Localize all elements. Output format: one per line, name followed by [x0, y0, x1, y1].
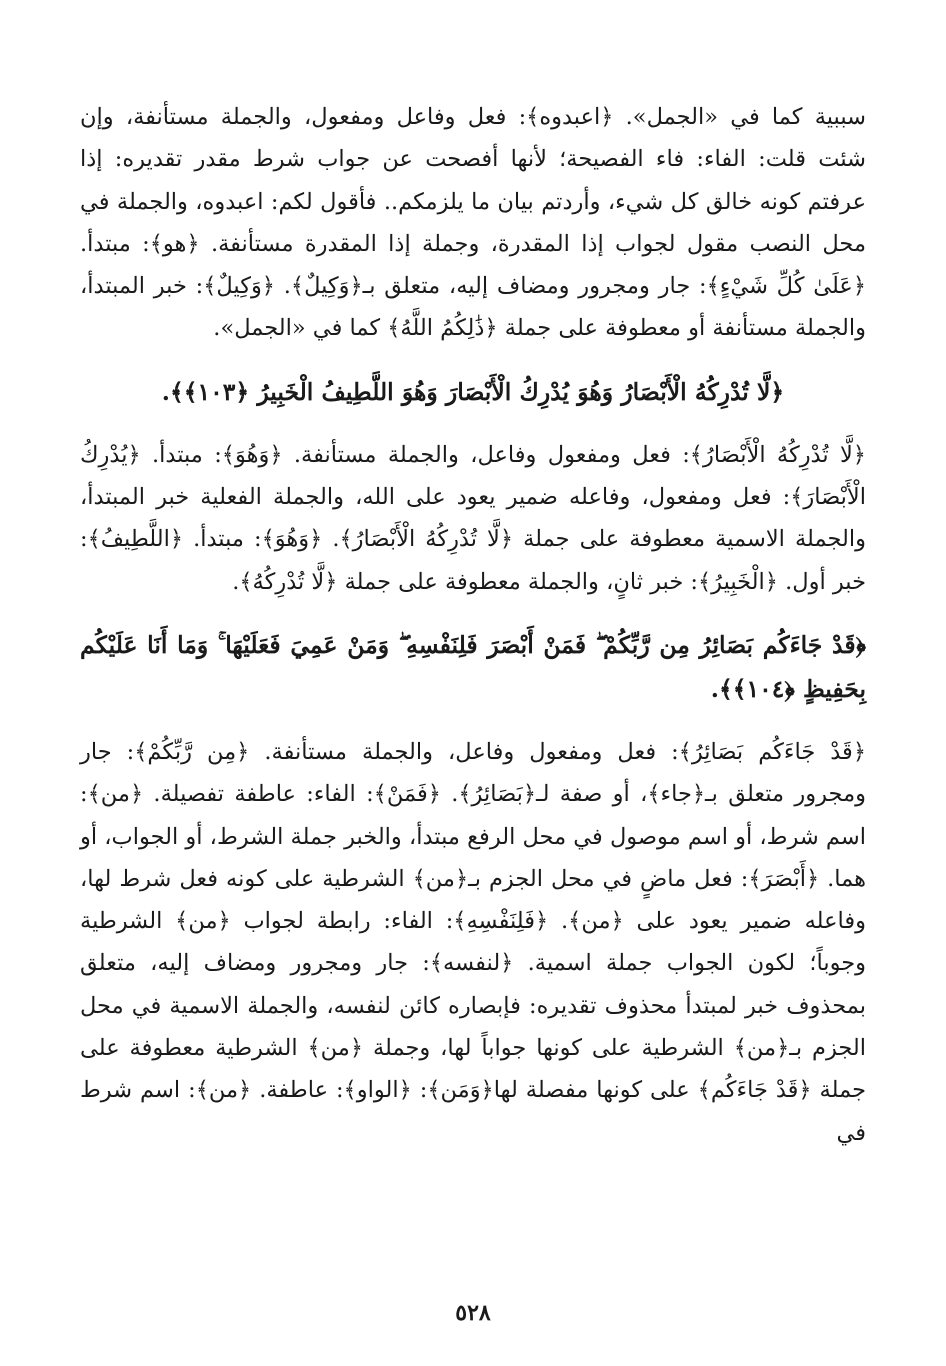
paragraph-section-1: سببية كما في «الجمل». ﴿اعبدوه﴾: فعل وفاعل ومفعول، والجملة مستأنفة، وإن شئت قلت: الفاء: فاء الفصيحة؛ لأنها أفصحت عن جواب شرط مقدر تقديره: إذا عرفتم كونه خالق كل شيء، وأردتم بيان ما يلزمكم.. فأقول لكم: اعبدوه، والجملة في محل النصب مقول لجواب إذا المقدرة، وجملة إذا المقدرة مستأنفة. ﴿هو﴾: مبتدأ. ﴿عَلَىٰ كُلِّ شَيْءٍ﴾: جار ومجرور ومضاف إليه، متعلق بـ﴿وَكِيلٌ﴾. ﴿وَكِيلٌ﴾: خبر المبتدأ، والجملة مستأنفة أو معطوفة على جملة ﴿ذَٰلِكُمُ اللَّهُ﴾ كما في «الجمل».: [80, 104, 866, 342]
quran-verse-104: ﴿قَدْ جَاءَكُم بَصَائِرُ مِن رَّبِّكُمْ ۖ فَمَنْ أَبْصَرَ فَلِنَفْسِهِ ۖ وَمَنْ عَمِيَ فَعَلَيْهَا ۚ وَمَا أَنَا عَلَيْكُم بِحَفِيظٍ ﴿١٠٤﴾﴾.: [80, 630, 866, 703]
quran-verse-103: ﴿لَّا تُدْرِكُهُ الْأَبْصَارُ وَهُوَ يُدْرِكُ الْأَبْصَارَ وَهُوَ اللَّطِيفُ الْخَبِيرُ ﴿١٠٣﴾﴾.: [161, 377, 785, 406]
page-number: ٥٢٨: [455, 1300, 491, 1326]
paragraph-section-3: ﴿قَدْ جَاءَكُم بَصَائِرُ﴾: فعل ومفعول وفاعل، والجملة مستأنفة. ﴿مِن رَّبِّكُمْ﴾: جار ومجرور متعلق بـ﴿جاء﴾، أو صفة لـ﴿بَصَائِرُ﴾. ﴿فَمَنْ﴾: الفاء: عاطفة تفصيلة. ﴿من﴾: اسم شرط، أو اسم موصول في محل الرفع مبتدأ، والخبر جملة الشرط، أو الجواب، أو هما. ﴿أَبْصَرَ﴾: فعل ماضٍ في محل الجزم بـ﴿من﴾ الشرطية على كونه فعل شرط لها، وفاعله ضمير يعود على ﴿من﴾. ﴿فَلِنَفْسِهِ﴾: الفاء: رابطة لجواب ﴿من﴾ الشرطية وجوباً؛ لكون الجواب جملة اسمية. ﴿لنفسه﴾: جار ومجرور ومضاف إليه، متعلق بمحذوف خبر لمبتدأ محذوف تقديره: فإبصاره كائن لنفسه، والجملة الاسمية في محل الجزم بـ﴿من﴾ الشرطية على كونها جواباً لها، وجملة ﴿من﴾ الشرطية معطوفة على جملة ﴿قَدْ جَاءَكُم﴾ على كونها مفصلة لها﴿وَمَن﴾: ﴿الواو﴾: عاطفة. ﴿من﴾: اسم شرط في: [80, 738, 866, 1146]
paragraph-section-2: ﴿لَّا تُدْرِكُهُ الْأَبْصَارُ﴾: فعل ومفعول وفاعل، والجملة مستأنفة. ﴿وَهُوَ﴾: مبتدأ. ﴿يُدْرِكُ الْأَبْصَارَ﴾: فعل ومفعول، وفاعله ضمير يعود على الله، والجملة الفعلية خبر المبتدأ، والجملة الاسمية معطوفة على جملة ﴿لَّا تُدْرِكُهُ الْأَبْصَارُ﴾. ﴿وَهُوَ﴾: مبتدأ. ﴿اللَّطِيفُ﴾: خبر أول. ﴿الْخَبِيرُ﴾: خبر ثانٍ، والجملة معطوفة على جملة ﴿لَّا تُدْرِكُهُ﴾.: [80, 441, 866, 595]
